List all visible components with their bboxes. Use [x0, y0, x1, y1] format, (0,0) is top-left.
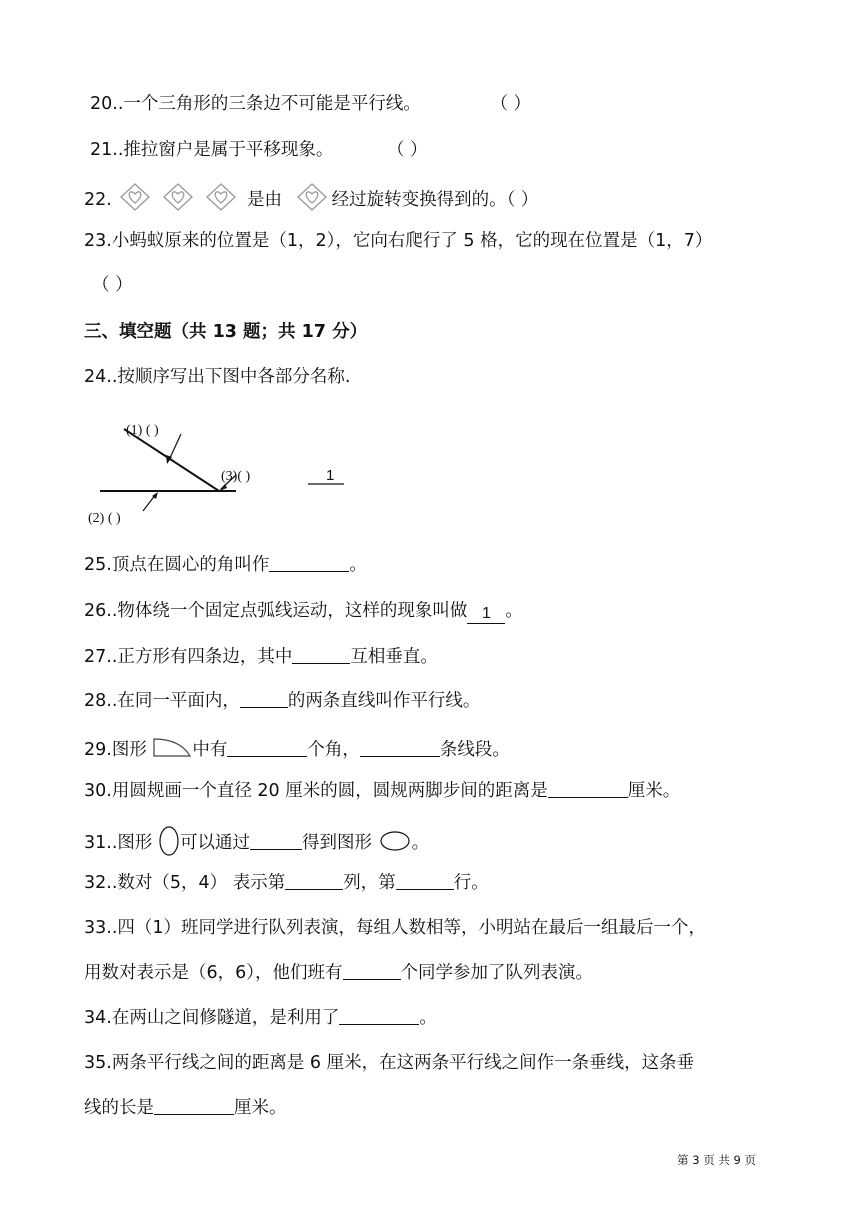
answer-blank[interactable] [250, 831, 302, 850]
label-ray: (1) ( ) [126, 423, 159, 438]
question-33-text: 用数对表示是（6，6），他们班有 [84, 963, 343, 983]
question-35-line1: 35.两条平行线之间的距离是 6 厘米，在这两条平行线之间作一条垂线，这条垂 [84, 1053, 695, 1073]
question-35-text: 线的长是 [84, 1098, 154, 1118]
question-21-text: 21..推拉窗户是属于平移现象。 [90, 140, 334, 160]
answer-blank[interactable] [154, 1096, 234, 1115]
question-35-end: 厘米。 [234, 1098, 287, 1118]
question-35-line2 [84, 1096, 860, 1120]
answer-blank[interactable] [240, 689, 288, 708]
page-number: 第 3 页 共 9 页 [677, 1153, 756, 1167]
question-27 [84, 645, 860, 669]
question-30 [84, 779, 860, 803]
question-29-end: 条线段。 [439, 740, 510, 760]
question-23-paren[interactable]: （ ） [92, 275, 133, 295]
horizontal-ellipse-icon [378, 830, 412, 852]
question-26-end: 。 [505, 601, 523, 621]
answer-blank-segments[interactable] [360, 738, 440, 757]
question-20 [90, 92, 860, 116]
ray-pointer [169, 434, 181, 460]
answer-blank[interactable] [548, 779, 628, 798]
section-title: 三、填空题（共 13 题；共 17 分） [84, 322, 368, 342]
question-32-text: 32..数对（5，4） 表示第 [84, 873, 286, 893]
question-31-mid2: 得到图形 [301, 833, 372, 853]
answer-blank-row[interactable] [396, 871, 454, 890]
answer-blank[interactable] [343, 961, 401, 980]
question-20-text: 20..一个三角形的三条边不可能是平行线。 [90, 94, 421, 114]
question-28 [84, 689, 860, 713]
question-31-text: 31..图形 [84, 833, 153, 853]
question-29 [84, 735, 860, 762]
question-31-end: 。 [411, 833, 430, 853]
question-21 [90, 138, 860, 162]
question-30-text: 30.用圆规画一个直径 20 厘米的圆，圆规两脚步间的距离是 [84, 781, 548, 801]
question-29-text: 29.图形 [84, 740, 147, 760]
question-34 [84, 1006, 860, 1030]
question-25-end: 。 [349, 555, 367, 575]
question-27-end: 互相垂直。 [350, 647, 438, 667]
answer-blank[interactable] [292, 645, 350, 664]
question-31 [84, 825, 860, 857]
question-22-suffix: 经过旋转变换得到的。（ ） [331, 190, 539, 210]
question-22 [84, 183, 860, 212]
answer-paren[interactable]: （ ） [386, 140, 428, 160]
answer-blank[interactable] [339, 1006, 419, 1025]
question-26 [84, 599, 860, 624]
answer-paren[interactable]: （ ） [490, 94, 532, 114]
answer-blank[interactable] [269, 553, 349, 572]
angle-ray [124, 429, 219, 491]
question-34-text: 34.在两山之间修隧道，是利用了 [84, 1008, 340, 1028]
question-26-text: 26..物体绕一个固定点弧线运动，这样的现象叫做 [84, 601, 468, 621]
answer-blank-angles[interactable] [227, 738, 307, 757]
question-23-line1: 23.小蚂蚁原来的位置是（1，2），它向右爬行了 5 格，它的现在位置是（1，7） [84, 231, 713, 251]
question-28-end: 的两条直线叫作平行线。 [287, 691, 481, 711]
answer-text[interactable]: 1 [326, 467, 335, 484]
angle-diagram [86, 412, 366, 532]
question-29-mid2: 个角， [307, 740, 360, 760]
question-25-text: 25.顶点在圆心的角叫作 [84, 555, 270, 575]
question-22-middle: 是由 [247, 190, 282, 210]
question-30-end: 厘米。 [627, 781, 681, 801]
question-33-line2 [84, 961, 860, 985]
label-vertex: (3)( ) [221, 469, 251, 484]
answer-blank-column[interactable] [285, 871, 343, 890]
question-25 [84, 553, 860, 577]
answer-blank[interactable]: 1 [467, 605, 505, 624]
vertical-ellipse-icon [158, 825, 180, 857]
rotated-hearts-figure [117, 183, 241, 211]
question-33-end: 个同学参加了队列表演。 [400, 963, 594, 983]
question-32-mid: 列，第 [343, 873, 396, 893]
question-24-text: 24..按顺序写出下图中各部分名称. [84, 367, 351, 387]
sector-shape-icon [152, 735, 192, 759]
question-32-end: 行。 [453, 873, 489, 893]
question-22-number: 22. [84, 190, 112, 210]
question-29-mid: 中有 [192, 740, 228, 760]
question-27-text: 27..正方形有四条边，其中 [84, 647, 293, 667]
angle-diagram-svg [86, 412, 366, 532]
single-heart-figure [294, 183, 332, 211]
question-32 [84, 871, 860, 895]
question-31-mid: 可以通过 [179, 833, 250, 853]
question-33-line1: 33..四（1）班同学进行队列表演，每组人数相等，小明站在最后一组最后一个， [84, 918, 707, 938]
label-side: (2) ( ) [88, 511, 121, 526]
question-28-text: 28..在同一平面内， [84, 691, 240, 711]
question-34-end: 。 [419, 1008, 437, 1028]
